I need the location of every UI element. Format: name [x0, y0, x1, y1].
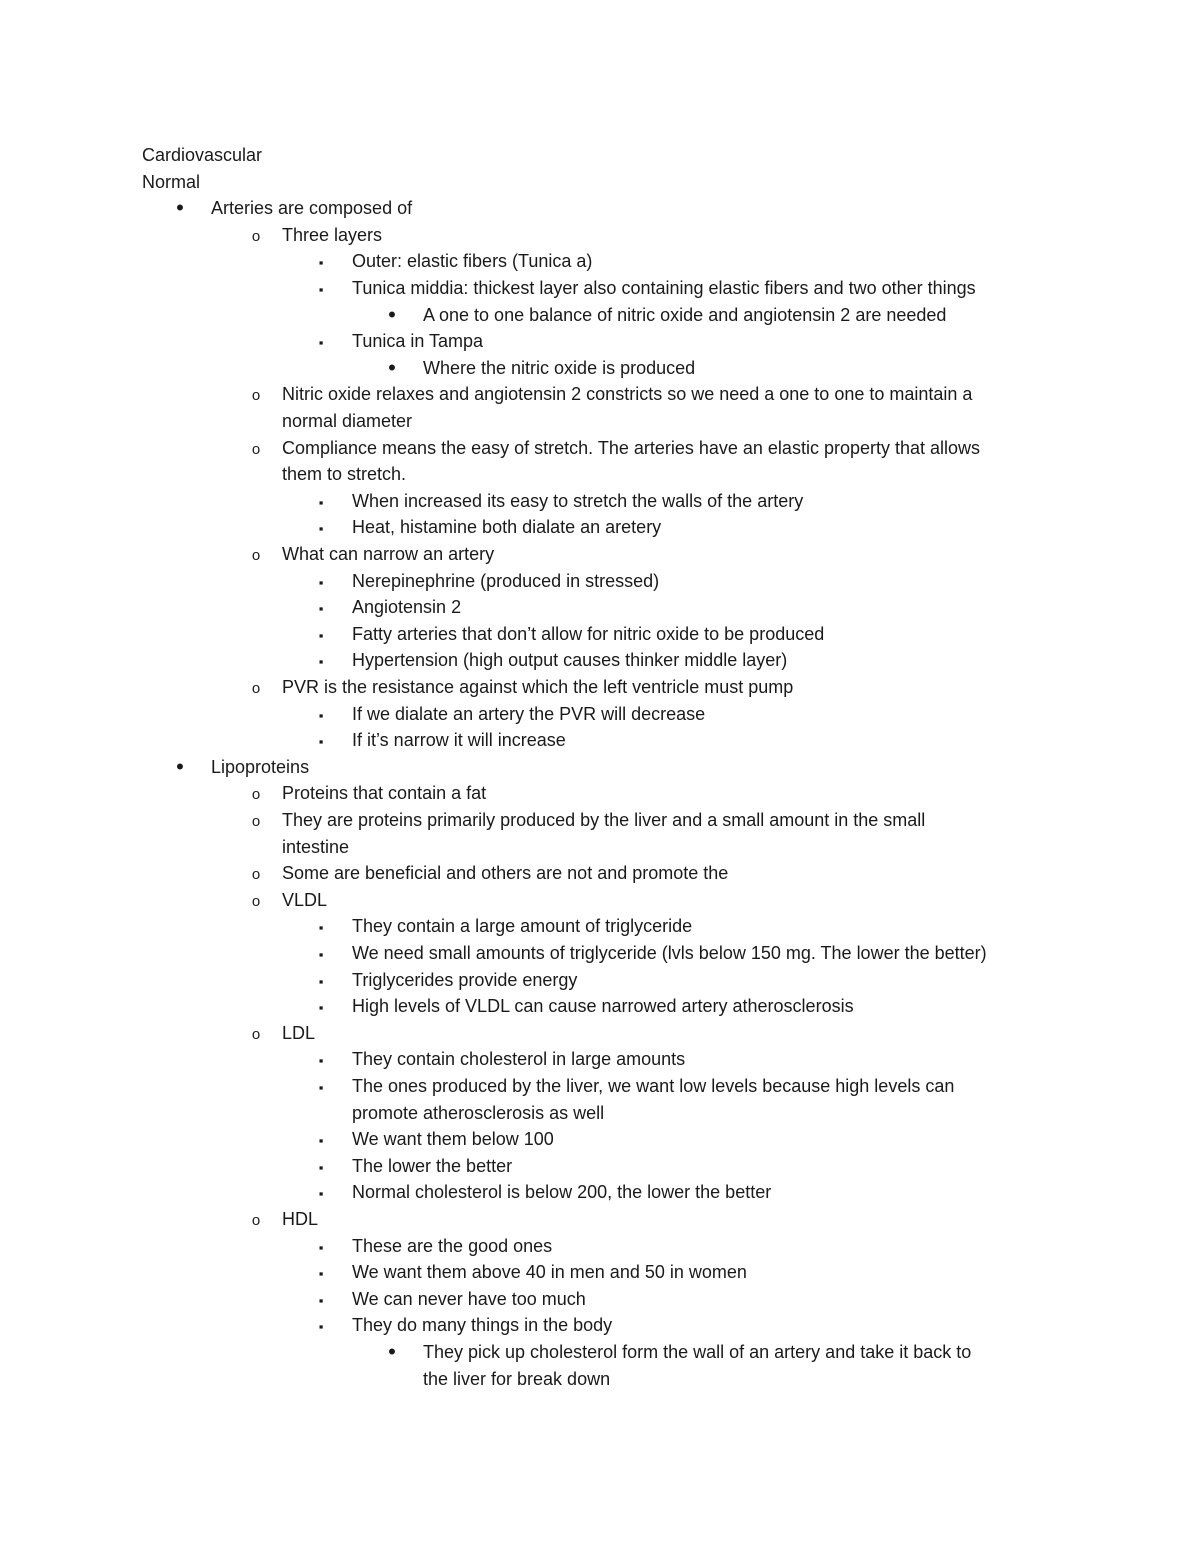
list-marker-icon — [311, 701, 331, 730]
sub-item-text: LDL — [282, 1022, 316, 1043]
document-subtitle: Normal — [142, 171, 201, 192]
sub-sub-item-text: They contain a large amount of triglyceride — [352, 916, 693, 937]
bullet-item-text: Arteries are composed of — [211, 198, 413, 219]
list-marker-icon — [311, 275, 331, 304]
list-marker-icon — [311, 1312, 331, 1341]
list-marker-icon — [311, 1153, 331, 1182]
sub-sub-item-text: If it’s narrow it will increase — [352, 730, 566, 751]
sub-item-text: What can narrow an artery — [282, 544, 495, 564]
sub-item-text: PVR is the resistance against which the left ventricle must pump — [282, 677, 794, 697]
sub-item-text: Nitric oxide relaxes and angiotensin 2 constricts so we need a one to one to maintain a — [282, 384, 973, 405]
list-marker-icon — [311, 1073, 331, 1102]
list-marker-icon — [382, 1339, 402, 1367]
sub-item-text: Proteins that contain a fat — [282, 783, 487, 804]
list-marker-icon — [311, 568, 331, 597]
list-marker-icon — [246, 1020, 266, 1049]
list-marker-icon — [311, 1179, 331, 1208]
detail-item-text: the liver for break down — [423, 1368, 611, 1389]
sub-sub-item-text: If we dialate an artery the PVR will decrease — [352, 703, 706, 724]
sub-sub-item-text: Hypertension (high output causes thinker middle layer) — [352, 650, 788, 671]
sub-sub-item-text: The lower the better — [352, 1155, 513, 1176]
list-marker-icon — [311, 248, 331, 277]
list-marker-icon — [311, 647, 331, 676]
sub-sub-item-text: We can never have too much — [352, 1288, 586, 1309]
sub-sub-item-text: Triglycerides provide energy — [352, 969, 578, 990]
list-marker-icon — [311, 328, 331, 357]
sub-sub-item-text: We need small amounts of triglyceride (lvls below 150 mg. The lower the better) — [352, 943, 987, 963]
sub-sub-item-text: Heat, histamine both dialate an aretery — [352, 517, 662, 538]
list-marker-icon — [311, 594, 331, 623]
list-marker-icon — [246, 860, 266, 889]
sub-item-text: intestine — [282, 836, 350, 857]
sub-sub-item-text: Outer: elastic fibers (Tunica a) — [352, 251, 593, 272]
list-marker-icon — [311, 1046, 331, 1075]
sub-sub-item-text: Angiotensin 2 — [352, 597, 462, 618]
sub-sub-item-text: Nerepinephrine (produced in stressed) — [352, 570, 660, 591]
list-marker-icon — [311, 727, 331, 756]
sub-sub-item-text: We want them below 100 — [352, 1129, 554, 1150]
list-marker-icon — [311, 1126, 331, 1155]
list-marker-icon — [311, 488, 331, 517]
list-marker-icon — [246, 541, 266, 570]
sub-sub-item-text: When increased its easy to stretch the walls of the artery — [352, 490, 804, 511]
list-marker-icon — [246, 1206, 266, 1235]
sub-item-text: HDL — [282, 1209, 319, 1229]
list-marker-icon — [311, 1259, 331, 1288]
list-marker-icon — [246, 222, 266, 251]
list-marker-icon — [311, 913, 331, 942]
sub-sub-item-text: They do many things in the body — [352, 1315, 613, 1336]
detail-item-text: They pick up cholesterol form the wall of an artery and take it back to — [423, 1342, 972, 1362]
sub-item-text: normal diameter — [282, 411, 413, 431]
sub-sub-item-text: Tunica in Tampa — [352, 331, 484, 352]
list-marker-icon — [311, 940, 331, 969]
list-marker-icon — [311, 1286, 331, 1315]
list-marker-icon — [382, 355, 402, 383]
sub-item-text: Some are beneficial and others are not and promote the — [282, 863, 729, 884]
list-marker-icon — [246, 807, 266, 836]
list-marker-icon — [311, 1233, 331, 1262]
list-marker-icon — [246, 381, 266, 410]
list-marker-icon — [246, 674, 266, 703]
document-title: Cardiovascular — [142, 145, 263, 165]
detail-item-text: A one to one balance of nitric oxide and angiotensin 2 are needed — [423, 304, 947, 325]
list-marker-icon — [311, 621, 331, 650]
sub-sub-item-text: These are the good ones — [352, 1235, 553, 1256]
sub-sub-item-text: Tunica middia: thickest layer also containing elastic fibers and two other things — [352, 278, 976, 298]
sub-sub-item-text: promote atherosclerosis as well — [352, 1102, 605, 1123]
sub-item-text: Three layers — [282, 224, 383, 245]
sub-item-text: VLDL — [282, 889, 328, 910]
sub-sub-item-text: They contain cholesterol in large amounts — [352, 1049, 686, 1070]
sub-item-text: They are proteins primarily produced by the liver and a small amount in the small — [282, 810, 926, 830]
list-marker-icon — [311, 993, 331, 1022]
list-marker-icon — [246, 435, 266, 464]
sub-item-text: Compliance means the easy of stretch. The arteries have an elastic property that allows — [282, 437, 981, 458]
list-marker-icon — [170, 754, 190, 782]
list-marker-icon — [311, 514, 331, 543]
sub-sub-item-text: Normal cholesterol is below 200, the lower the better — [352, 1182, 772, 1203]
list-marker-icon — [170, 195, 190, 223]
detail-item-text: Where the nitric oxide is produced — [423, 357, 696, 378]
sub-sub-item-text: The ones produced by the liver, we want low levels because high levels can — [352, 1076, 955, 1096]
sub-sub-item-text: High levels of VLDL can cause narrowed artery atherosclerosis — [352, 996, 854, 1017]
list-marker-icon — [246, 780, 266, 809]
sub-sub-item-text: We want them above 40 in men and 50 in women — [352, 1262, 747, 1283]
sub-sub-item-text: Fatty arteries that don’t allow for nitric oxide to be produced — [352, 623, 825, 644]
sub-item-text: them to stretch. — [282, 464, 407, 485]
list-marker-icon — [246, 887, 266, 916]
bullet-item-text: Lipoproteins — [211, 756, 310, 777]
list-marker-icon — [311, 967, 331, 996]
list-marker-icon — [382, 302, 402, 330]
